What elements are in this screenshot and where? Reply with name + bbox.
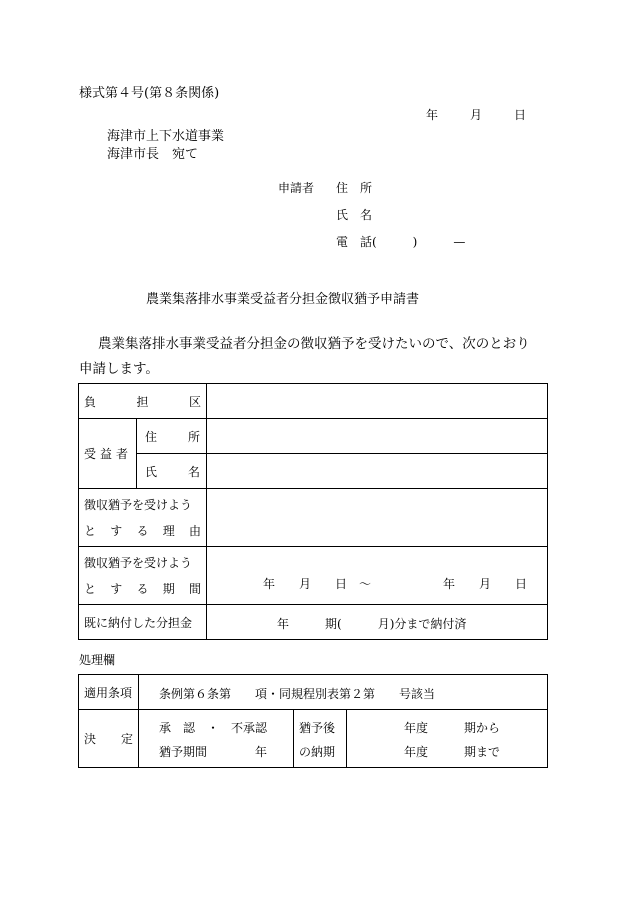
after-deferral-value-cell[interactable] <box>347 710 548 768</box>
reason-char-1: と <box>84 523 97 538</box>
body-text-line1: 農業集落排水事業受益者分担金の徴収猶予を受けたいので、次のとおり <box>98 336 530 352</box>
decision-label <box>84 730 133 747</box>
applicant-phone-label: 電 話( ) — <box>336 235 466 249</box>
beneficiary-char-2: 益 <box>99 447 112 461</box>
paid-row <box>79 605 548 640</box>
burden-area-label-cell <box>79 384 207 419</box>
reason-char-2: す <box>110 523 123 538</box>
period-char-4: 期 <box>162 581 175 596</box>
burden-area-value-field[interactable] <box>207 384 548 419</box>
burden-area-char-2: 担 <box>136 394 149 409</box>
reason-label-line1: 徴収猶予を受けよう <box>84 497 193 512</box>
reason-label-cell <box>79 489 207 547</box>
addressee-line2: 海津市長 宛て <box>107 147 199 162</box>
period-char-5: 間 <box>189 581 202 596</box>
processing-label: 処理欄 <box>79 653 116 667</box>
application-table <box>78 383 548 640</box>
processing-table <box>78 674 548 768</box>
name-char-2: 名 <box>188 464 201 479</box>
clause-value-cell[interactable] <box>139 675 548 710</box>
period-row <box>79 547 548 605</box>
beneficiary-address-label-cell <box>137 419 207 454</box>
burden-area-char-3: 区 <box>189 394 202 409</box>
period-label-cell <box>79 547 207 605</box>
date-month-label: 月 <box>470 108 483 122</box>
approval-cell[interactable] <box>139 710 294 768</box>
beneficiary-name-label-cell <box>137 454 207 489</box>
clause-value: 条例第６条第 項・同規程別表第２第 号該当 <box>159 687 436 701</box>
reason-char-4: 理 <box>162 523 175 538</box>
burden-area-char-1: 負 <box>84 394 97 409</box>
body-text-line2: 申請します。 <box>79 361 159 377</box>
decision-char-1: 決 <box>84 732 97 746</box>
decision-label-cell <box>79 710 139 768</box>
address-char-2: 所 <box>188 429 201 444</box>
paid-label: 既に納付した分担金 <box>84 615 193 630</box>
applicant-address-label: 住 所 <box>336 181 373 195</box>
paid-field[interactable] <box>207 605 548 640</box>
period-char-2: す <box>110 581 123 596</box>
addressee-line1: 海津市上下水道事業 <box>107 129 225 144</box>
clause-label: 適用条項 <box>84 685 133 700</box>
period-label-line1: 徴収猶予を受けよう <box>84 555 193 570</box>
name-char-1: 氏 <box>145 464 158 479</box>
decision-char-2: 定 <box>120 732 133 746</box>
reason-char-5: 由 <box>189 523 202 538</box>
beneficiary-char-3: 者 <box>115 447 128 461</box>
reason-row <box>79 489 548 547</box>
beneficiary-label-cell <box>79 419 137 489</box>
date-year-label: 年 <box>426 108 439 122</box>
paid-value: 年 期( 月)分まで納付済 <box>277 617 467 631</box>
date-day-label: 日 <box>514 108 527 122</box>
address-char-1: 住 <box>145 429 158 444</box>
beneficiary-label <box>84 445 128 462</box>
period-field[interactable] <box>207 547 548 605</box>
beneficiary-name-row <box>79 454 548 489</box>
approval-text: 承 認 ・ 不承認 <box>159 721 268 735</box>
applicant-label: 申請者 <box>278 181 315 195</box>
after-deferral-line2: の納期 <box>299 745 336 759</box>
reason-field[interactable] <box>207 489 548 547</box>
period-value: 年 月 日 ～ 年 月 日 <box>263 577 528 591</box>
deferral-period-text: 猶予期間 年 <box>159 745 268 759</box>
reason-label-line2 <box>84 518 201 544</box>
beneficiary-char-1: 受 <box>84 447 97 461</box>
document-title: 農業集落排水事業受益者分担金徴収猶予申請書 <box>146 292 420 307</box>
beneficiary-address-label <box>145 428 200 445</box>
burden-area-row <box>79 384 548 419</box>
clause-row <box>79 675 548 710</box>
form-number: 様式第４号(第８条関係) <box>79 86 220 101</box>
from-text: 年度 期から <box>404 721 501 735</box>
period-label-line2 <box>84 576 201 602</box>
beneficiary-address-row <box>79 419 548 454</box>
beneficiary-name-label <box>145 463 200 480</box>
decision-row <box>79 710 548 768</box>
after-deferral-label-cell <box>294 710 347 768</box>
reason-char-3: る <box>136 523 149 538</box>
burden-area-label <box>84 393 201 410</box>
period-char-3: る <box>136 581 149 596</box>
clause-label-cell <box>79 675 139 710</box>
beneficiary-name-field[interactable] <box>207 454 548 489</box>
beneficiary-address-field[interactable] <box>207 419 548 454</box>
applicant-name-label: 氏 名 <box>336 208 373 222</box>
paid-label-cell <box>79 605 207 640</box>
until-text: 年度 期まで <box>404 745 501 759</box>
after-deferral-line1: 猶予後 <box>299 721 336 735</box>
period-char-1: と <box>84 581 97 596</box>
